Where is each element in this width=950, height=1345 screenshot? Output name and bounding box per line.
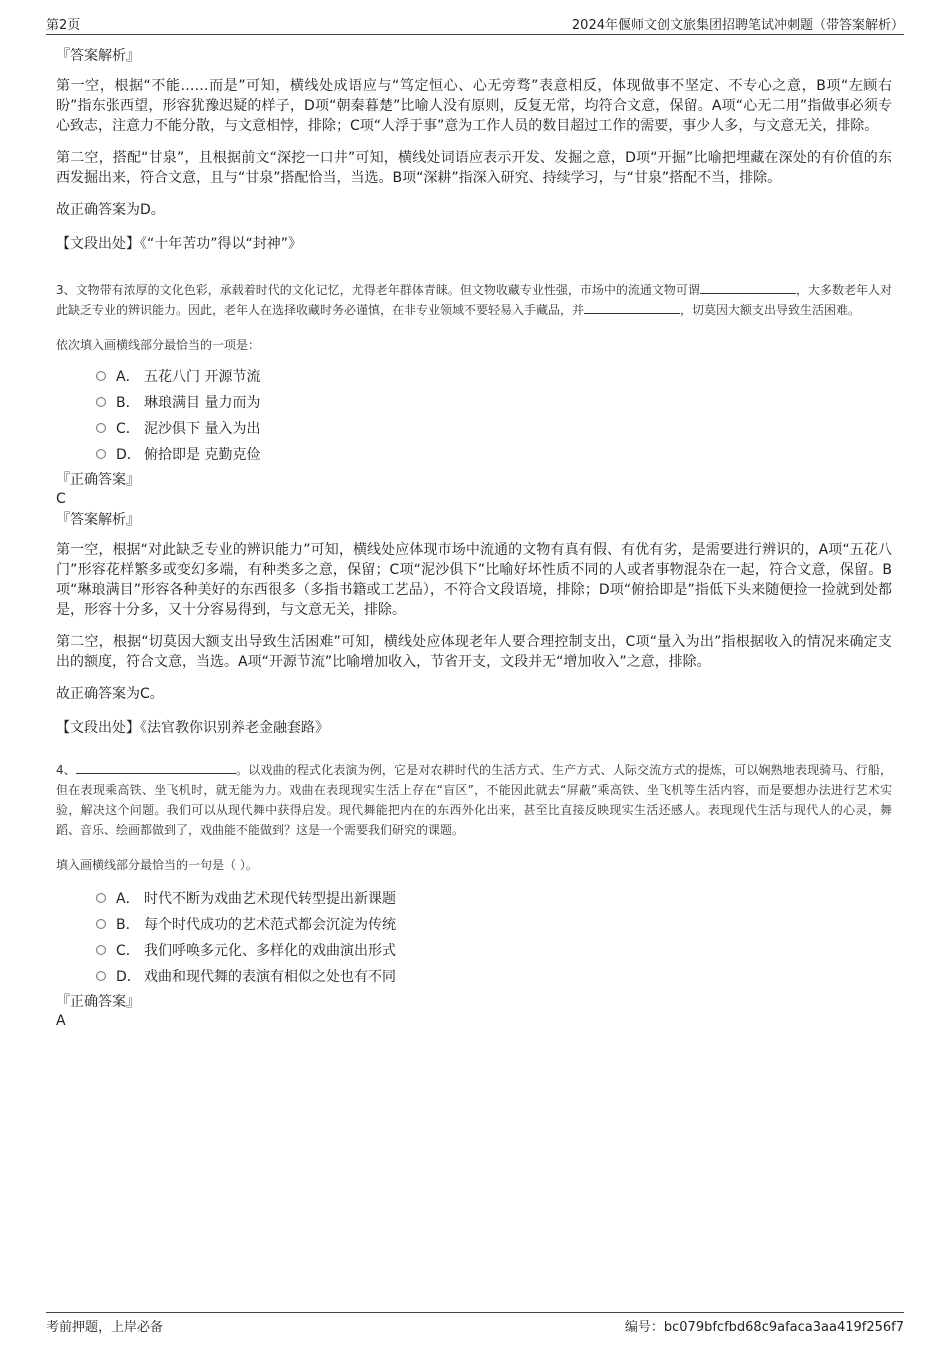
option-c[interactable]: C． 泥沙俱下 量入为出 <box>96 416 892 442</box>
page-header <box>46 12 904 35</box>
radio-icon[interactable] <box>96 945 106 955</box>
page-content <box>56 44 892 1030</box>
correct-answer-tag: 『正确答案』 <box>56 472 140 488</box>
option-c[interactable]: C． 我们呼唤多元化、多样化的戏曲演出形式 <box>96 938 892 964</box>
analysis-paragraph: 第一空，根据“对此缺乏专业的辨识能力”可知，横线处应体现市场中流通的文物有真有假、有优有劣，是需要进行辨识的，A项“五花八门”形容花样繁多或变幻多端，有种类多之意，保留；C项“泥沙俱下”比喻好坏性质不同的人或者事物混杂在一起，符合文意，保留。B项“琳琅满目”形容各种美好的东西很多（多指书籍或工艺品），不符合文段语境，排除；D项“俯拾即是”指低下头来随便捡一捡就到处都是，形容十分多，又十分容易得到，与文意无关，排除。 <box>56 542 892 618</box>
page-footer <box>46 1312 904 1333</box>
option-d[interactable]: D． 戏曲和现代舞的表演有相似之处也有不同 <box>96 964 892 990</box>
correct-answer-tag: 『正确答案』 <box>56 994 140 1010</box>
question-3-stem: 依次填入画横线部分最恰当的一项是： <box>56 338 261 352</box>
page-number: 第2页 <box>46 18 81 33</box>
answer-summary: 故正确答案为C。 <box>56 686 164 702</box>
radio-icon[interactable] <box>96 371 106 381</box>
option-d[interactable]: D． 俯拾即是 克勤克俭 <box>96 442 892 468</box>
footer-slogan: 考前押题，上岸必备 <box>46 1320 164 1335</box>
radio-icon[interactable] <box>96 423 106 433</box>
radio-icon[interactable] <box>96 449 106 459</box>
radio-icon[interactable] <box>96 893 106 903</box>
question-3-text: 3、文物带有浓厚的文化色彩，承载着时代的文化记忆，尤得老年群体青睐。但文物收藏专业性强，市场中的流通文物可谓 ，大多数老年人对此缺乏专业的辨识能力。因此，老年人在选择收藏时务必谨慎，在非专业领域不要轻易入手藏品，并 ，切莫因大额支出导致生活困难。 <box>56 283 892 317</box>
source-citation: 【文段出处】《法官教你识别养老金融套路》 <box>56 720 329 736</box>
correct-answer: C <box>56 491 66 507</box>
option-b[interactable]: B． 每个时代成功的艺术范式都会沉淀为传统 <box>96 912 892 938</box>
analysis-paragraph: 第二空，根据“切莫因大额支出导致生活困难”可知，横线处应体现老年人要合理控制支出，C项“量入为出”指根据收入的情况来确定支出的额度，符合文意，当选。A项“开源节流”比喻增加收入，节省开支，文段并无“增加收入”之意，排除。 <box>56 634 892 670</box>
option-b[interactable]: B． 琳琅满目 量力而为 <box>96 390 892 416</box>
analysis-tag: 『答案解析』 <box>56 48 140 64</box>
fill-blank <box>76 761 236 774</box>
question-3-options <box>96 364 892 468</box>
radio-icon[interactable] <box>96 919 106 929</box>
source-citation: 【文段出处】《“十年苦功”得以“封神”》 <box>56 236 303 252</box>
document-code: 编号：bc079bfcfbd68c9afaca3aa419f256f7 <box>624 1320 904 1335</box>
fill-blank <box>700 281 796 294</box>
question-4-text: 4、 。以戏曲的程式化表演为例，它是对农耕时代的生活方式、生产方式、人际交流方式的提炼，可以娴熟地表现骑马、行船，但在表现乘高铁、坐飞机时，就无能为力。戏曲在表现现实生活上存在“盲区”，不能因此就去“屏蔽”乘高铁、坐飞机等生活内容，而是要想办法进行艺术实验，解决这个问题。我们可以从现代舞中获得启发。现代舞能把内在的东西外化出来，甚至比直接反映现实生活还感人。表现现代生活与现代人的心灵，舞蹈、音乐、绘画都做到了，戏曲能不能做到？这是一个需要我们研究的课题。 <box>56 763 892 837</box>
correct-answer: A <box>56 1013 66 1029</box>
analysis-paragraph: 第二空，搭配“甘泉”，且根据前文“深挖一口井”可知，横线处词语应表示开发、发掘之意，D项“开掘”比喻把埋藏在深处的有价值的东西发掘出来，符合文意，且与“甘泉”搭配恰当，当选。B项“深耕”指深入研究、持续学习，与“甘泉”搭配不当，排除。 <box>56 150 892 186</box>
fill-blank <box>584 301 680 314</box>
document-title: 2024年偃师文创文旅集团招聘笔试冲刺题（带答案解析） <box>571 18 904 33</box>
radio-icon[interactable] <box>96 971 106 981</box>
question-4-options <box>96 886 892 990</box>
option-a[interactable]: A． 五花八门 开源节流 <box>96 364 892 390</box>
analysis-paragraph: 第一空，根据“不能……而是”可知，横线处成语应与“笃定恒心、心无旁骛”表意相反，体现做事不坚定、不专心之意，B项“左顾右盼”指东张西望，形容犹豫迟疑的样子，D项“朝秦暮楚”比喻人没有原则，反复无常，均符合文意，保留。A项“心无二用”指做事必须专心致志，注意力不能分散，与文意相悖，排除；C项“人浮于事”意为工作人员的数目超过工作的需要，事少人多，与文意无关，排除。 <box>56 78 892 134</box>
analysis-tag: 『答案解析』 <box>56 512 140 528</box>
answer-summary: 故正确答案为D。 <box>56 202 165 218</box>
option-a[interactable]: A． 时代不断为戏曲艺术现代转型提出新课题 <box>96 886 892 912</box>
question-4-stem: 填入画横线部分最恰当的一句是（ ）。 <box>56 858 258 872</box>
radio-icon[interactable] <box>96 397 106 407</box>
